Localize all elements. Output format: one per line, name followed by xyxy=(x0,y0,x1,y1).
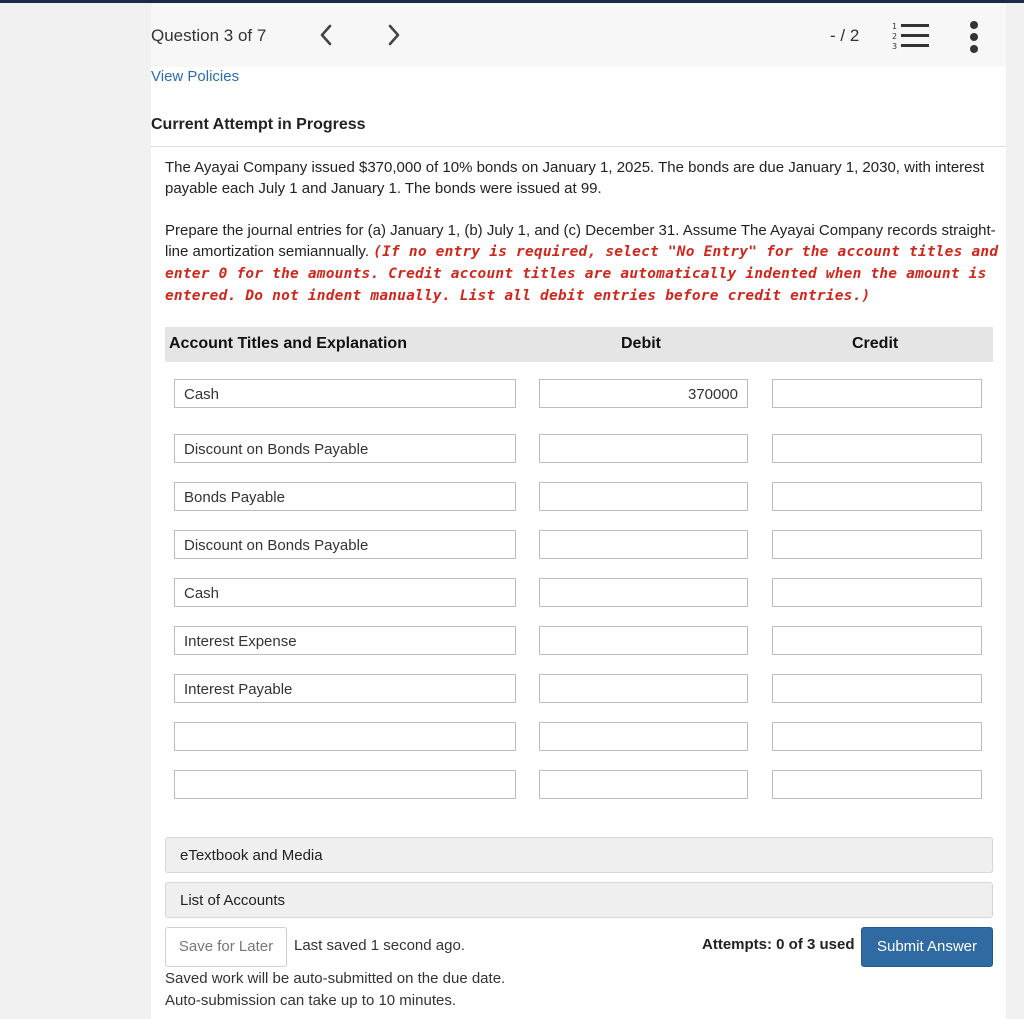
debit-input-3[interactable] xyxy=(539,482,748,511)
account-input-3[interactable]: Bonds Payable xyxy=(174,482,516,511)
question-header xyxy=(151,3,1006,67)
credit-input-1[interactable] xyxy=(772,379,982,408)
auto-submit-line-2: Auto-submission can take up to 10 minutes. xyxy=(165,992,456,1009)
ellipsis-dot xyxy=(970,33,978,41)
credit-input-9[interactable] xyxy=(772,770,982,799)
debit-input-5[interactable] xyxy=(539,578,748,607)
question-score: - / 2 xyxy=(830,26,860,45)
credit-input-7[interactable] xyxy=(772,674,982,703)
auto-submit-notice xyxy=(165,968,505,1012)
numbered-list-icon xyxy=(890,21,930,51)
debit-input-6[interactable] xyxy=(539,626,748,655)
credit-input-6[interactable] xyxy=(772,626,982,655)
divider xyxy=(151,146,1006,147)
credit-input-2[interactable] xyxy=(772,434,982,463)
vertical-ellipsis-icon xyxy=(970,21,978,29)
header-account: Account Titles and Explanation xyxy=(169,335,407,352)
debit-input-1[interactable]: 370000 xyxy=(539,379,748,408)
credit-input-4[interactable] xyxy=(772,530,982,559)
chevron-right-icon xyxy=(386,22,402,48)
account-input-1[interactable]: Cash xyxy=(174,379,516,408)
list-number-2: 2 xyxy=(892,32,898,41)
last-saved-status: Last saved 1 second ago. xyxy=(294,937,465,954)
submit-answer-button[interactable]: Submit Answer xyxy=(861,927,993,967)
debit-input-2[interactable] xyxy=(539,434,748,463)
journal-table-header xyxy=(165,327,993,362)
debit-input-9[interactable] xyxy=(539,770,748,799)
more-options-button[interactable] xyxy=(968,21,980,53)
list-of-accounts-panel[interactable]: List of Accounts xyxy=(165,882,993,918)
list-number-3: 3 xyxy=(892,42,898,51)
account-input-2[interactable]: Discount on Bonds Payable xyxy=(174,434,516,463)
list-number-1: 1 xyxy=(892,22,898,31)
previous-question-button[interactable] xyxy=(318,22,334,52)
debit-input-8[interactable] xyxy=(539,722,748,751)
account-input-4[interactable]: Discount on Bonds Payable xyxy=(174,530,516,559)
debit-input-7[interactable] xyxy=(539,674,748,703)
view-policies-link[interactable]: View Policies xyxy=(151,68,240,85)
account-input-5[interactable]: Cash xyxy=(174,578,516,607)
instruction-text: Prepare the journal entries for (a) January 1, (b) July 1, and (c) December 31. Assume The Ayayai Company records straight-line amortization semiannually. xyxy=(165,222,996,260)
chevron-left-icon xyxy=(318,22,334,48)
attempt-status-title: Current Attempt in Progress xyxy=(151,116,366,133)
question-counter: Question 3 of 7 xyxy=(151,26,267,45)
debit-input-4[interactable] xyxy=(539,530,748,559)
auto-submit-line-1: Saved work will be auto-submitted on the due date. xyxy=(165,970,506,987)
credit-input-8[interactable] xyxy=(772,722,982,751)
account-input-9[interactable] xyxy=(174,770,516,799)
save-for-later-button[interactable]: Save for Later xyxy=(165,927,287,967)
question-list-button[interactable] xyxy=(890,21,930,51)
question-instruction xyxy=(165,220,1000,307)
account-input-8[interactable] xyxy=(174,722,516,751)
ellipsis-dot xyxy=(970,45,978,53)
question-text: The Ayayai Company issued $370,000 of 10% bonds on January 1, 2025. The bonds are due January 1, 2030, with interest payable each July 1 and January 1. The bonds were issued at 99. xyxy=(165,159,985,197)
credit-input-3[interactable] xyxy=(772,482,982,511)
account-input-7[interactable]: Interest Payable xyxy=(174,674,516,703)
instruction-note: (If no entry is required, select "No Entry" for the account titles and enter 0 for the amounts. Credit account titles are automatically indented when the amount is entered. Do not indent manually. List all debit entries before credit entries.) xyxy=(165,244,999,304)
account-input-6[interactable]: Interest Expense xyxy=(174,626,516,655)
header-credit: Credit xyxy=(852,335,899,352)
attempts-counter: Attempts: 0 of 3 used xyxy=(702,936,855,953)
next-question-button[interactable] xyxy=(386,22,402,52)
credit-input-5[interactable] xyxy=(772,578,982,607)
etextbook-media-panel[interactable]: eTextbook and Media xyxy=(165,837,993,873)
header-debit: Debit xyxy=(621,335,661,352)
